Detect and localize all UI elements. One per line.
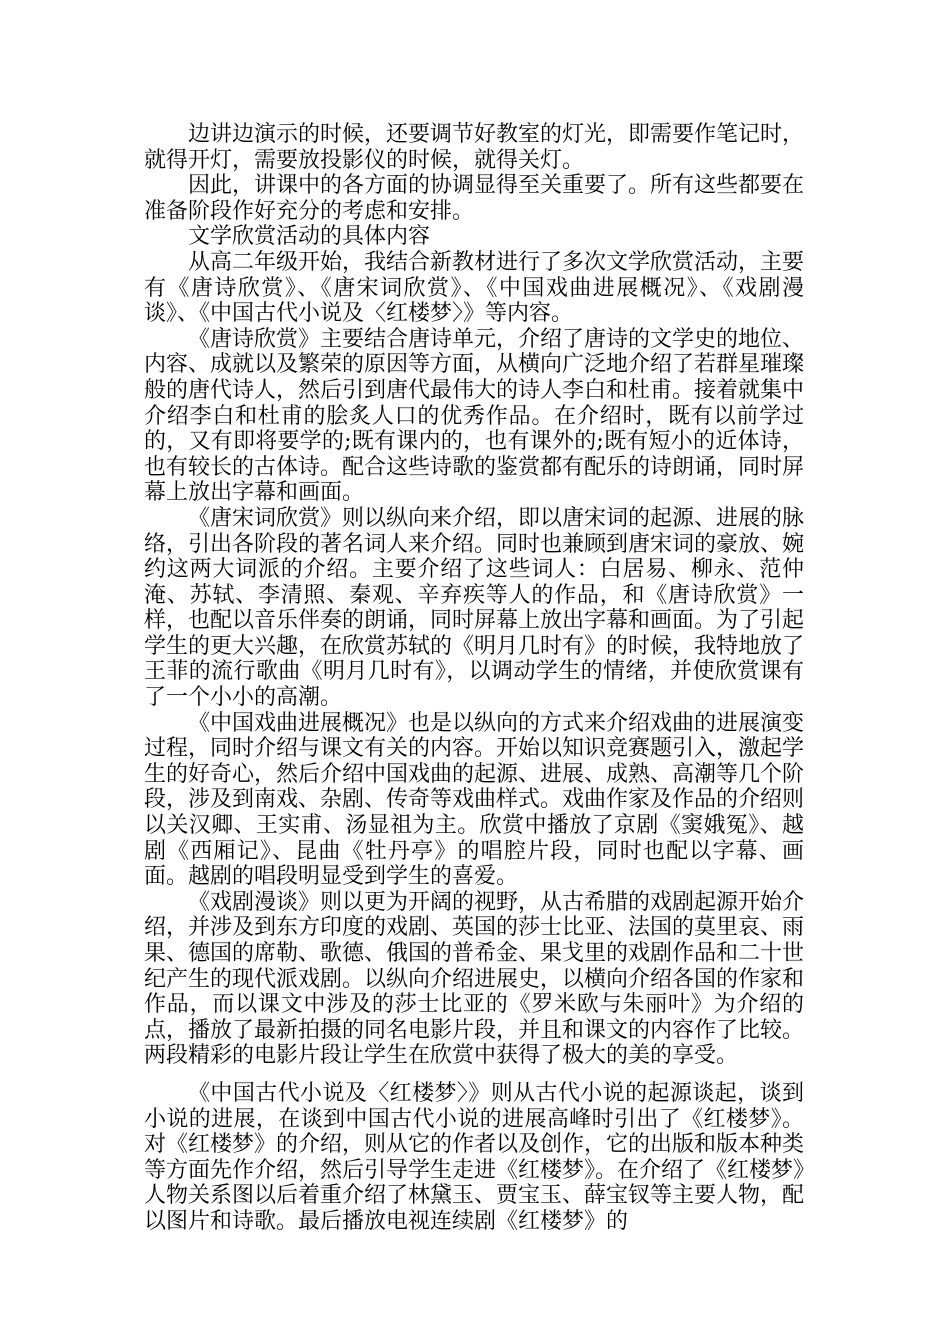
paragraph-tang-poetry: 《唐诗欣赏》主要结合唐诗单元，介绍了唐诗的文学史的地位、内容、成就以及繁荣的原因等方面，从横向广泛地介绍了若群星璀璨般的唐代诗人，然后引到唐代最伟大的诗人李白和杜甫。接着就集中介绍李白和杜甫的脍炙人口的优秀作品。在介绍时，既有以前学过的，又有即将要学的;既有课内的，也有课外的;既有短小的近体诗，也有较长的古体诗。配合这些诗歌的鉴赏都有配乐的诗朗诵，同时屏幕上放出字幕和画面。 <box>144 326 805 506</box>
paragraph-overview: 从高二年级开始，我结合新教材进行了多次文学欣赏活动，主要有《唐诗欣赏》、《唐宋词欣赏》、《中国戏曲进展概况》、《戏剧漫谈》、《中国古代小说及〈红楼梦〉》等内容。 <box>144 249 805 327</box>
section-heading: 文学欣赏活动的具体内容 <box>188 224 431 250</box>
paragraph-coordination: 因此，讲课中的各方面的协调显得至关重要了。所有这些都要在准备阶段作好充分的考虑和安排。 <box>144 173 805 224</box>
document-page <box>144 122 804 1235</box>
paragraph-red-chamber: 《中国古代小说及〈红楼梦〉》则从古代小说的起源谈起，谈到小说的进展，在谈到中国古代小说的进展高峰时引出了《红楼梦》。对《红楼梦》的介绍，则从它的作者以及创作，它的出版和版本种类等方面先作介绍，然后引导学生走进《红楼梦》。在介绍了《红楼梦》人物关系图以后着重介绍了林黛玉、贾宝玉、薛宝钗等主要人物，配以图片和诗歌。最后播放电视连续剧《红楼梦》的 <box>144 1080 805 1234</box>
paragraph-drama: 《戏剧漫谈》则以更为开阔的视野，从古希腊的戏剧起源开始介绍，并涉及到东方印度的戏剧、英国的莎士比亚、法国的莫里哀、雨果、德国的席勒、歌德、俄国的普希金、果戈里的戏剧作品和二十世纪产生的现代派戏剧。以纵向介绍进展史，以横向介绍各国的作家和作品，而以课文中涉及的莎士比亚的《罗米欧与朱丽叶》为介绍的点，播放了最新拍摄的同名电影片段，并且和课文的内容作了比较。两段精彩的电影片段让学生在欣赏中获得了极大的美的享受。 <box>144 889 805 1069</box>
paragraph-song-ci: 《唐宋词欣赏》则以纵向来介绍，即以唐宋词的起源、进展的脉络，引出各阶段的著名词人来介绍。同时也兼顾到唐宋词的豪放、婉约这两大词派的介绍。主要介绍了这些词人：白居易、柳永、范仲淹、苏轼、李清照、秦观、辛弃疾等人的作品，和《唐诗欣赏》一样，也配以音乐伴奏的朗诵，同时屏幕上放出字幕和画面。为了引起学生的更大兴趣，在欣赏苏轼的《明月几时有》的时候，我特地放了王菲的流行歌曲《明月几时有》，以调动学生的情绪，并使欣赏课有了一个小小的高潮。 <box>144 505 805 711</box>
paragraph-chinese-opera: 《中国戏曲进展概况》也是以纵向的方式来介绍戏曲的进展演变过程，同时介绍与课文有关的内容。开始以知识竞赛题引入，激起学生的好奇心，然后介绍中国戏曲的起源、进展、成熟、高潮等几个阶段，涉及到南戏、杂剧、传奇等戏曲样式。戏曲作家及作品的介绍则以关汉卿、王实甫、汤显祖为主。欣赏中播放了京剧《窦娥冤》、越剧《西厢记》、昆曲《牡丹亭》的唱腔片段，同时也配以字幕、画面。越剧的唱段明显受到学生的喜爱。 <box>144 710 805 890</box>
paragraph-lighting: 边讲边演示的时候，还要调节好教室的灯光，即需要作笔记时，就得开灯，需要放投影仪的时候，就得关灯。 <box>144 122 805 173</box>
